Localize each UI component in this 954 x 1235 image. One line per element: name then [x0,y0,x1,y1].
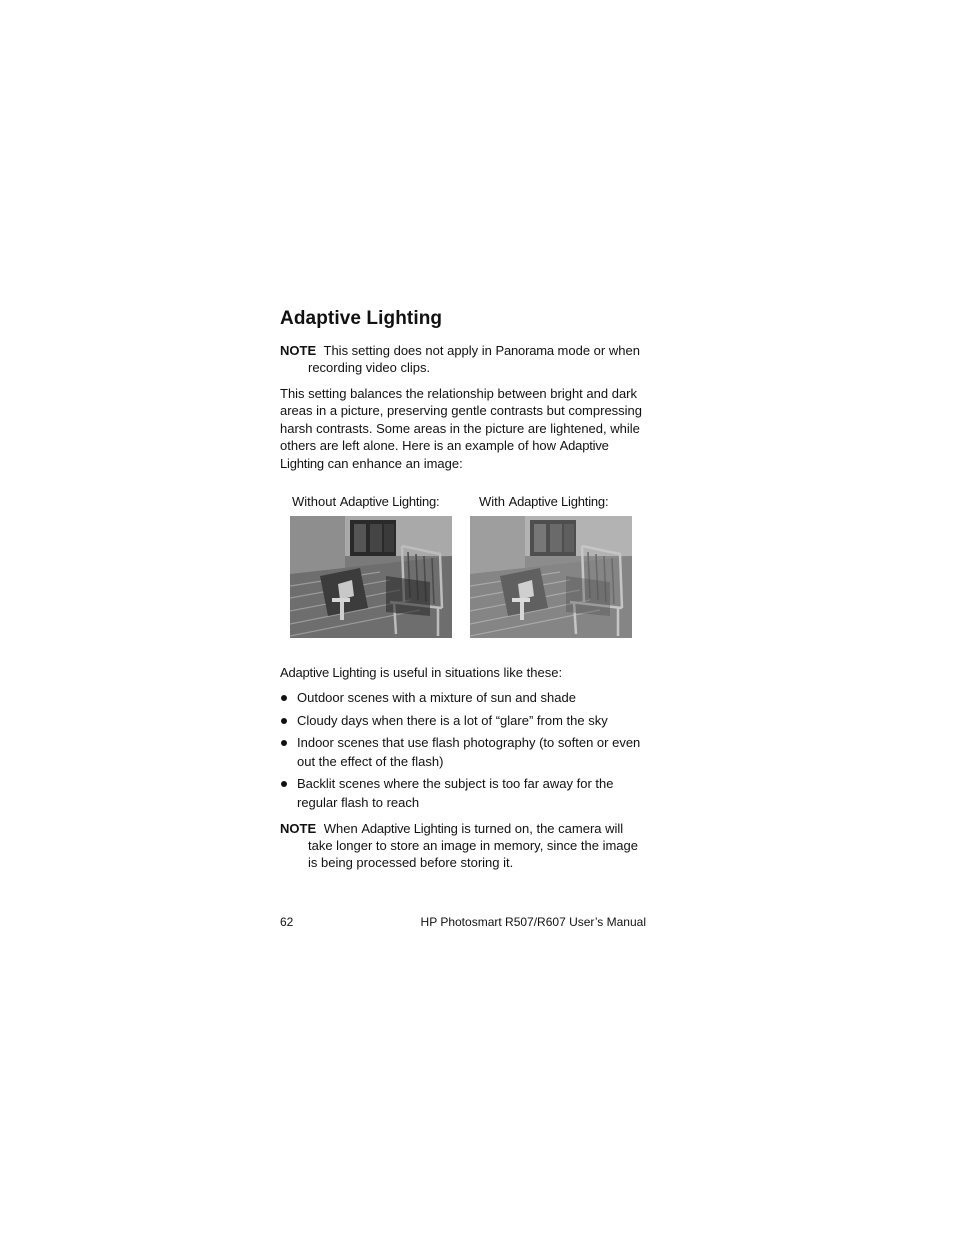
ui-name-adaptive-lighting: Adaptive Lighting [361,821,458,837]
list-item [280,689,646,708]
intro-paragraph [280,385,646,472]
list-item-text: Cloudy days when there is a lot of “glare” from the sky [297,712,608,728]
bullet-icon [281,718,287,724]
note-label: NOTE [280,343,317,358]
note-panorama [280,342,646,376]
list-item-text: Indoor scenes that use flash photography (to soften or even out the effect of the flash) [297,735,641,769]
caption-without-prefix: Without [292,494,337,510]
note-text-after: is turned on, the camera will take longer to store an image in memory, since the image is being processed before storing it. [308,821,638,871]
caption-without-name: Adaptive Lighting [339,494,437,510]
photo-without-adaptive-lighting [290,516,452,638]
usage-text: is useful in situations like these: [379,665,563,681]
bullet-icon [281,695,287,701]
ui-name-adaptive-lighting: Adaptive Lighting [280,438,609,471]
ui-name-panorama: Panorama [495,343,554,358]
caption-without-suffix: : [436,494,440,510]
note-text-before: This setting does not apply in [323,343,492,358]
usage-ui-name: Adaptive Lighting [280,665,377,681]
comparison-figure [280,494,646,652]
caption-without [292,494,440,509]
list-item [280,775,646,812]
caption-with [479,494,609,509]
page-number: 62 [280,915,294,929]
note-label: NOTE [280,821,317,837]
note-processing [280,820,646,871]
intro-text-before: This setting balances the relationship between bright and dark areas in a picture, preserving gentle contrasts but compressing harsh contrasts. Some areas in the picture are lightened, while others are left alone. Here is an example of how [280,386,643,454]
note-text-before: When [323,821,358,837]
note-text-after: mode or when recording video clips. [308,343,640,375]
list-item [280,712,646,731]
intro-text-after: can enhance an image: [327,455,463,471]
list-item-text: Outdoor scenes with a mixture of sun and shade [297,690,576,706]
caption-with-suffix: : [604,494,609,510]
caption-with-name: Adaptive Lighting [508,494,605,510]
page-content [280,308,646,880]
bullet-icon [281,740,287,746]
list-item-text: Backlit scenes where the subject is too far away for the regular flash to reach [297,776,614,810]
list-item [280,734,646,771]
section-title: Adaptive Lighting [280,308,443,329]
usage-list [280,689,646,812]
usage-paragraph [280,664,646,681]
photo-with-adaptive-lighting [470,516,632,638]
caption-with-prefix: With [479,494,505,510]
manual-title: HP Photosmart R507/R607 User’s Manual [420,915,646,929]
bullet-icon [281,781,287,787]
